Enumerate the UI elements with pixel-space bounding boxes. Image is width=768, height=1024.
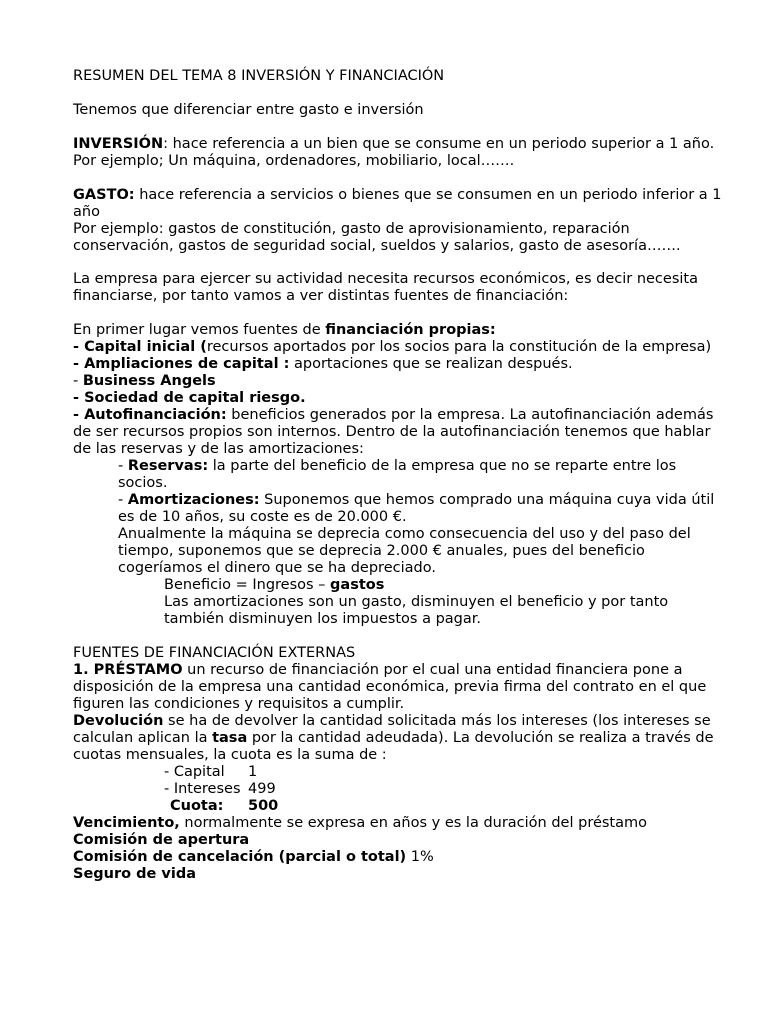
beneficio-formula	[164, 577, 723, 594]
capital-inicial-text: recursos aportados por los socios para la constitución de la empresa)	[206, 339, 712, 355]
reservas-text: la parte del beneficio de la empresa que no se reparte entre los socios.	[118, 458, 677, 491]
formula-bold: gastos	[330, 577, 385, 593]
autofinanciacion-item	[73, 407, 723, 458]
devolucion-text-1: se ha de devolver la cantidad solicitada más los intereses (los intereses se calculan aplican la	[73, 713, 711, 746]
inversion-term: INVERSIÓN	[73, 136, 164, 152]
cuota-capital-row	[164, 764, 723, 781]
devolucion-paragraph	[73, 713, 723, 764]
prestamo-term: 1. PRÉSTAMO	[73, 662, 183, 678]
ampliaciones-term: - Ampliaciones de capital :	[73, 356, 290, 372]
amortizaciones-text: Suponemos que hemos comprado una máquina cuya vida útil es de 10 años, su coste es de 20.000 €.	[118, 492, 715, 525]
gasto-definition: hace referencia a servicios o bienes que se consumen en un periodo inferior a 1 año	[73, 187, 722, 220]
amortizaciones-term: Amortizaciones:	[127, 492, 260, 508]
devolucion-text-2: por la cantidad adeudada). La devolución se realiza a través de cuotas mensuales, la cuota es la suma de :	[73, 730, 714, 763]
comision-cancelacion	[73, 849, 723, 866]
amortizaciones-dash: -	[118, 492, 128, 508]
cuota-capital-value: 1	[248, 764, 258, 780]
amortizaciones-item	[118, 492, 723, 526]
business-angels-item	[73, 373, 723, 390]
cuota-breakdown	[164, 764, 723, 815]
autofinanciacion-details	[118, 458, 723, 577]
comision-cancelacion-value: 1%	[406, 849, 434, 865]
amortizaciones-conclusion: Las amortizaciones son un gasto, disminuyen el beneficio y por tanto también disminuyen los impuestos a pagar.	[164, 594, 669, 627]
capital-inicial-term: - Capital inicial (	[73, 339, 207, 355]
cuota-total-value: 500	[248, 798, 279, 814]
document-page	[73, 68, 723, 883]
business-angels-dash: -	[73, 373, 83, 389]
business-angels-term: Business Angels	[82, 373, 216, 389]
cuota-capital-label: - Capital	[164, 764, 225, 780]
autofinanciacion-text: beneficios generados por la empresa. La autofinanciación además de ser recursos propios son internos. Dentro de la autofinanciación tenemos que hablar de las reservas y de las amortizaciones:	[73, 407, 714, 457]
devolucion-term: Devolución	[73, 713, 164, 729]
prestamo-text: un recurso de financiación por el cual una entidad financiera pone a disposición de la empresa una cantidad económica, previa firma del contrato en el que figuren las condiciones y requisitos a cumplir.	[73, 662, 707, 712]
seguro-de-vida: Seguro de vida	[73, 866, 196, 882]
cuota-intereses-label: - Intereses	[164, 781, 241, 797]
vencimiento-term: Vencimiento,	[73, 815, 180, 831]
comision-cancelacion-term: Comisión de cancelación (parcial o total)	[73, 849, 407, 865]
gasto-paragraph	[73, 187, 723, 221]
inversion-paragraph	[73, 136, 723, 153]
inversion-definition: : hace referencia a un bien que se consume en un periodo superior a 1 año.	[163, 136, 715, 152]
vencimiento-text: normalmente se expresa en años y es la duración del préstamo	[179, 815, 648, 831]
ampliaciones-text: aportaciones que se realizan después.	[289, 356, 573, 372]
financiacion-intro: La empresa para ejercer su actividad necesita recursos económicos, es decir necesita financiarse, por tanto vamos a ver distintas fuentes de financiación:	[73, 271, 698, 304]
gasto-term: GASTO:	[73, 187, 135, 203]
devolucion-bold: tasa	[212, 730, 248, 746]
prestamo-paragraph	[73, 662, 723, 713]
reservas-item	[118, 458, 723, 492]
externas-heading: FUENTES DE FINANCIACIÓN EXTERNAS	[73, 645, 356, 661]
document-title: RESUMEN DEL TEMA 8 INVERSIÓN Y FINANCIACIÓN	[73, 68, 445, 84]
reservas-dash: -	[118, 458, 128, 474]
cuota-total-label: Cuota:	[170, 798, 224, 814]
formula-block	[164, 577, 723, 628]
intro-paragraph: Tenemos que diferenciar entre gasto e inversión	[73, 102, 424, 118]
propias-lead	[73, 322, 723, 339]
capital-inicial-item	[73, 339, 723, 356]
amortizaciones-explanation: Anualmente la máquina se deprecia como consecuencia del uso y del paso del tiempo, suponemos que se deprecia 2.000 € anuales, pues del beneficio cogeríamos el dinero que se ha depreciado.	[118, 526, 691, 576]
autofinanciacion-term: - Autofinanciación:	[73, 407, 227, 423]
cuota-intereses-value: 499	[248, 781, 276, 797]
ampliaciones-item	[73, 356, 723, 373]
reservas-term: Reservas:	[127, 458, 209, 474]
formula-text: Beneficio = Ingresos –	[164, 577, 331, 593]
sociedad-capital-riesgo-item: - Sociedad de capital riesgo.	[73, 390, 306, 406]
propias-lead-bold: financiación propias:	[325, 322, 496, 338]
cuota-total-row	[170, 798, 723, 815]
comision-apertura: Comisión de apertura	[73, 832, 250, 848]
inversion-example: Por ejemplo; Un máquina, ordenadores, mobiliario, local…….	[73, 153, 515, 169]
propias-lead-text: En primer lugar vemos fuentes de	[73, 322, 326, 338]
cuota-intereses-row	[164, 781, 723, 798]
gasto-example: Por ejemplo: gastos de constitución, gasto de aprovisionamiento, reparación conservación, gastos de seguridad social, sueldos y salarios, gasto de asesoría…….	[73, 221, 681, 254]
vencimiento-paragraph	[73, 815, 723, 832]
